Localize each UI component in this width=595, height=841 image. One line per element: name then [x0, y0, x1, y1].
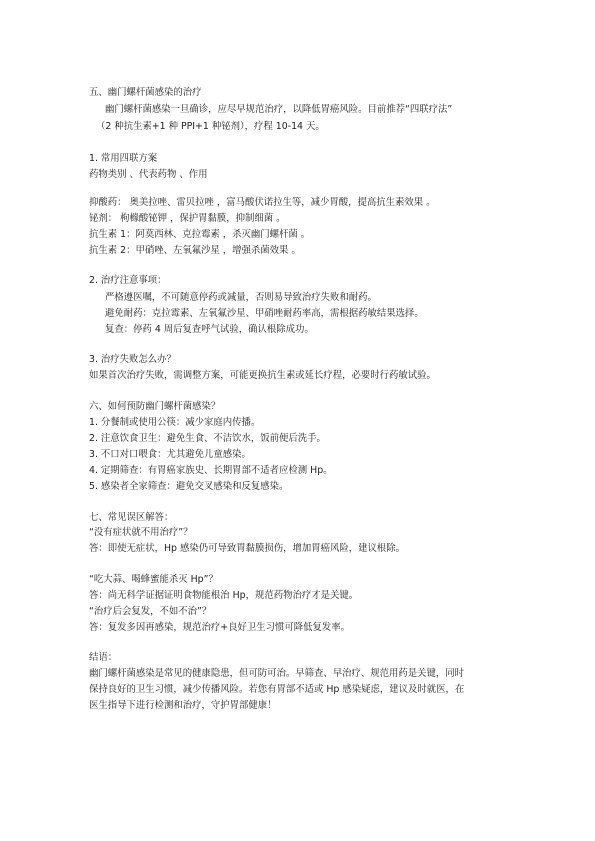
prevention-item: 1. 分餐制或使用公筷：减少家庭内传播。 [89, 417, 261, 428]
regimen-table-header: 药物类别 、代表药物 、作用 [89, 169, 208, 180]
section-5-intro-line-2: （2 种抗生素+1 种 PPI+1 种铋剂），疗程 10-14 天。 [96, 121, 325, 132]
precaution-item: 避免耐药：克拉霉素、左氧氟沙星、甲硝唑耐药率高，需根据药敏结果选择。 [105, 308, 424, 319]
myth-answer: 答：即使无症状，Hp 感染仍可导致胃黏膜损伤，增加胃癌风险，建议根除。 [89, 543, 405, 554]
conclusion-heading: 结语： [89, 652, 118, 663]
prevention-item: 3. 不口对口喂食：尤其避免儿童感染。 [89, 449, 251, 460]
regimen-row: 抑酸药： 奥美拉唑、雷贝拉唑 ，富马酸伏诺拉生等，减少胃酸，提高抗生素效果 。 [89, 197, 436, 208]
myth-answer: 答：尚无科学证据证明食物能根治 Hp，规范药物治疗才是关键。 [89, 590, 359, 601]
prevention-item: 2. 注意饮食卫生：避免生食、不洁饮水，饭前便后洗手。 [89, 433, 326, 444]
myth-question: “治疗后会复发，不如不治”？ [89, 606, 212, 617]
section-5-heading: 五、幽门螺杆菌感染的治疗 [89, 87, 202, 98]
precaution-item: 严格遵医嘱，不可随意停药或减量，否则易导致治疗失败和耐药。 [105, 292, 377, 303]
treatment-failure-title: 3. 治疗失败怎么办？ [89, 354, 176, 365]
treatment-failure-text: 如果首次治疗失败，需调整方案，可能更换抗生素或延长疗程，必要时行药敏试验。 [89, 370, 436, 381]
regimen-row: 抗生素 2：甲硝唑、左氧氟沙星 ，增强杀菌效果 。 [89, 245, 301, 256]
precautions-title: 2. 治疗注意事项： [89, 275, 167, 286]
conclusion-line: 保持良好的卫生习惯，减少传播风险。若您有胃部不适或 Hp 感染疑虑，建议及时就医，在 [89, 684, 465, 695]
regimen-row: 铋剂： 枸橼酸铋钾 ，保护胃黏膜，抑制细菌 。 [89, 213, 286, 224]
section-5-intro-line-1: 幽门螺杆菌感染一旦确诊，应尽早规范治疗，以降低胃癌风险。目前推荐“四联疗法” [105, 104, 453, 115]
regimen-row: 抗生素 1：阿莫西林、克拉霉素 ，杀灭幽门螺杆菌 。 [89, 229, 311, 240]
myth-question: “吃大蒜、喝蜂蜜能杀灭 Hp”？ [89, 574, 218, 585]
myth-question: “没有症状就不用治疗”？ [89, 527, 193, 538]
conclusion-line: 幽门螺杆菌感染是常见的健康隐患，但可防可治。早筛查、早治疗、规范用药是关键，同时 [89, 668, 465, 679]
regimen-title: 1. 常用四联方案 [89, 153, 158, 164]
prevention-item: 4. 定期筛查：有胃癌家族史、长期胃部不适者应检测 Hp。 [89, 465, 333, 476]
prevention-item: 5. 感染者全家筛查：避免交叉感染和反复感染。 [89, 481, 289, 492]
myth-answer: 答：复发多因再感染，规范治疗+良好卫生习惯可降低复发率。 [89, 622, 350, 633]
conclusion-line: 医生指导下进行检测和治疗，守护胃部健康！ [89, 700, 277, 711]
section-6-heading: 六、如何预防幽门螺杆菌感染？ [89, 401, 221, 412]
section-7-heading: 七、常见误区解答： [89, 512, 174, 523]
precaution-item: 复查：停药 4 周后复查呼气试验，确认根除成功。 [105, 324, 314, 335]
